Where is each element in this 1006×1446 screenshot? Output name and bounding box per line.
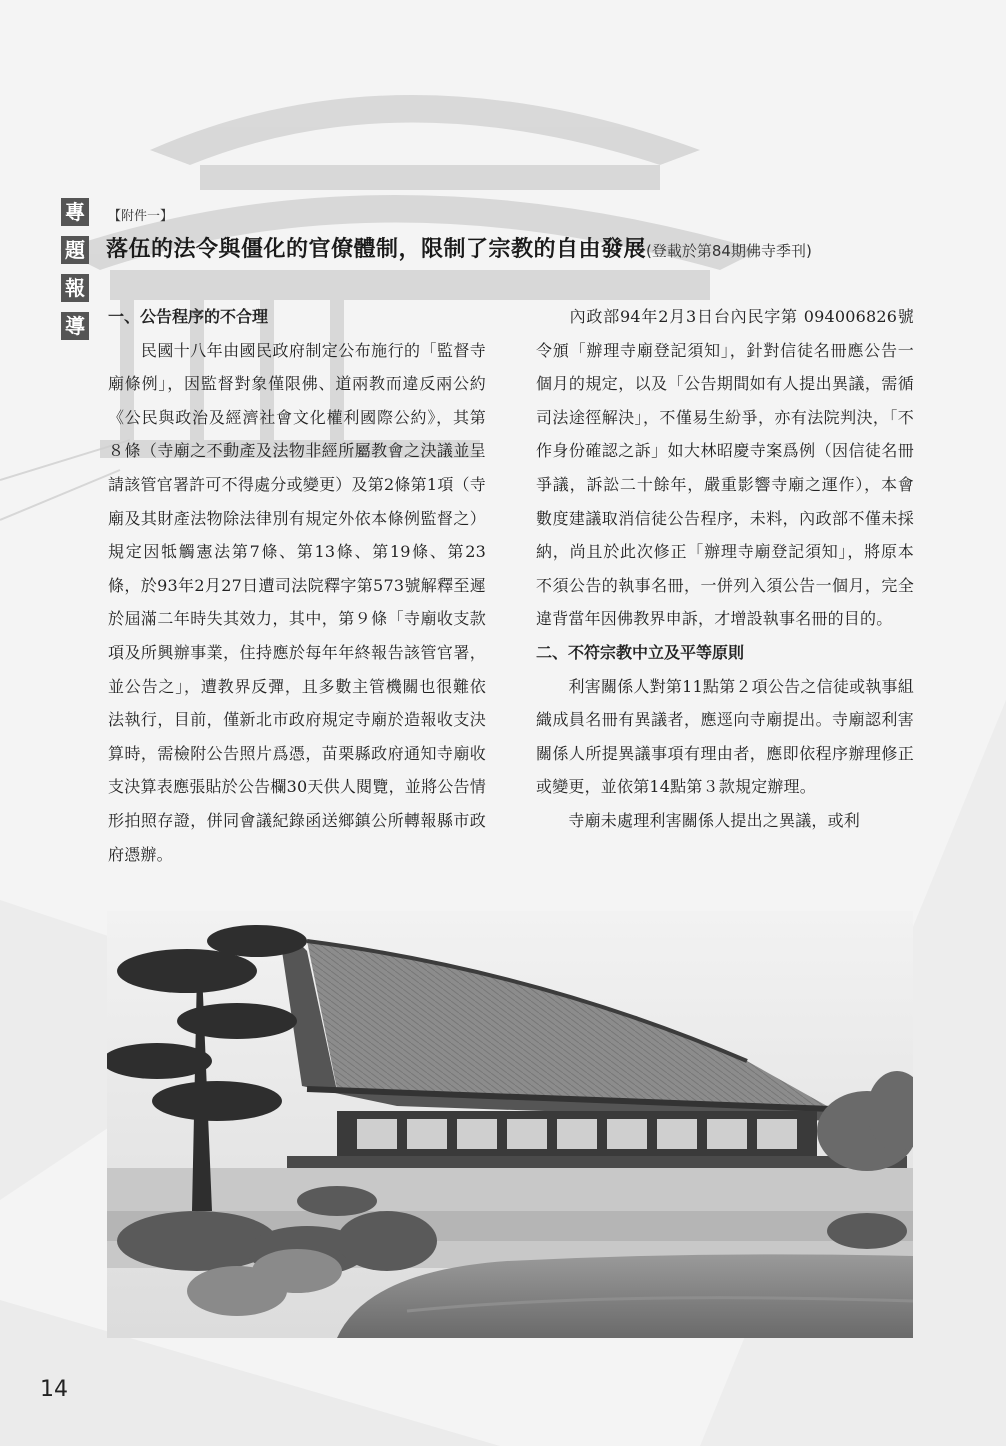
temple-photo-image xyxy=(107,911,913,1338)
body-paragraph: 寺廟未處理利害關係人提出之異議，或利 xyxy=(536,810,861,830)
right-column xyxy=(536,300,914,838)
attachment-label: 【附件一】 xyxy=(108,209,174,224)
section-heading-1: 一、公告程序的不合理 xyxy=(108,307,269,326)
section-label-char: 導 xyxy=(61,312,89,340)
body-paragraph: 利害關係人對第11點第２項公告之信徒或執事組織成員名冊有異議者，應逕向寺廟提出。寺廟認利害關係人所提異議事項有理由者，應即依程序辦理修正或變更，並依第14點第３款規定辦理。 xyxy=(536,676,914,797)
article-title xyxy=(106,232,926,263)
left-column xyxy=(108,300,486,871)
article-title-note: (登載於第84期佛寺季刊) xyxy=(646,242,812,260)
article-title-main: 落伍的法令與僵化的官僚體制，限制了宗教的自由發展 xyxy=(106,237,647,262)
section-label-char: 題 xyxy=(61,236,89,264)
page-number: 14 xyxy=(40,1377,68,1402)
section-label-char: 報 xyxy=(61,274,89,302)
section-label-char: 專 xyxy=(61,198,89,226)
body-paragraph: 內政部94年2月3日台內民字第 094006826號令頒「辦理寺廟登記須知」，針對信徒名冊應公告一個月的規定，以及「公告期間如有人提出異議，需循司法途徑解決」，不僅易生紛爭，亦有法院判決，「不作身份確認之訴」如大林昭慶寺案爲例（因信徒名冊爭議，訴訟二十餘年，嚴重影響寺廟之運作），本會數度建議取消信徒公告程序，未料，內政部不僅未採納，尚且於此次修正「辦理寺廟登記須知」，將原本不須公告的執事名冊，一併列入須公告一個月，完全違背當年因佛教界申訴，才增設執事名冊的目的。 xyxy=(536,307,914,629)
section-heading-2: 二、不符宗教中立及平等原則 xyxy=(536,642,745,662)
temple-photo xyxy=(107,911,913,1338)
body-paragraph: 民國十八年由國民政府制定公布施行的「監督寺廟條例」，因監督對象僅限佛、道兩教而違反兩公約《公民與政治及經濟社會文化權利國際公約》，其第８條（寺廟之不動產及法物非經所屬教會之決議並呈請該管官署許可不得處分或變更）及第2條第1項（寺廟及其財產法物除法律別有規定外依本條例監督之）規定因牴觸憲法第7條、第13條、第19條、第23條，於93年2月27日遭司法院釋字第573號解釋至遲於屆滿二年時失其效力，其中，第９條「寺廟收支款項及所興辦事業，住持應於每年年終報告該管官署，並公告之」，遭教界反彈，且多數主管機關也很難依法執行，目前，僅新北市政府規定寺廟於造報收支決算時，需檢附公告照片爲憑，苗栗縣政府通知寺廟收支決算表應張貼於公告欄30天供人閱覽，並將公告情形拍照存證，併同會議紀錄函送鄉鎮公所轉報縣市政府憑辦。 xyxy=(108,340,486,864)
section-label-special-report xyxy=(61,198,91,350)
